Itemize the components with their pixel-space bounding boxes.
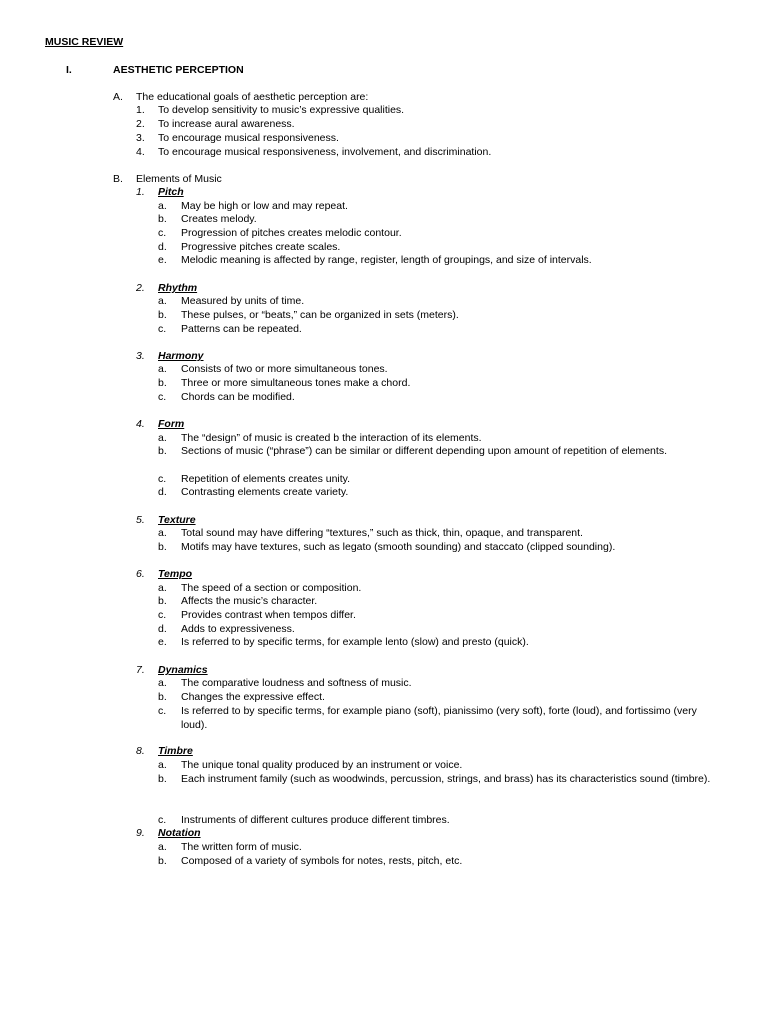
element-number: 2. xyxy=(136,282,145,294)
list-item xyxy=(158,254,726,268)
item-letter: c. xyxy=(158,391,167,403)
list-item xyxy=(158,759,726,773)
item-letter: c. xyxy=(158,814,167,826)
list-item xyxy=(158,609,726,623)
element-name: Rhythm xyxy=(158,282,198,294)
item-text: The unique tonal quality produced by an instrument or voice. xyxy=(181,759,463,771)
item-text: These pulses, or “beats,” can be organized in sets (meters). xyxy=(181,309,459,321)
item-text: The comparative loudness and softness of music. xyxy=(181,677,412,689)
item-letter: b. xyxy=(158,855,167,867)
item-text: Total sound may have differing “textures,” such as thick, thin, opaque, and transparent. xyxy=(181,527,583,539)
item-text: Instruments of different cultures produce different timbres. xyxy=(181,814,450,826)
goal-item xyxy=(136,118,295,132)
list-item xyxy=(158,636,726,650)
goal-number: 1. xyxy=(136,104,145,116)
item-letter: a. xyxy=(158,759,167,771)
item-letter: c. xyxy=(158,705,167,717)
subsection-letter: A. xyxy=(113,91,123,103)
list-item xyxy=(158,309,726,323)
item-text: Three or more simultaneous tones make a chord. xyxy=(181,377,411,389)
section-title: AESTHETIC PERCEPTION xyxy=(113,64,244,76)
item-letter: a. xyxy=(158,527,167,539)
item-text: Measured by units of time. xyxy=(181,295,305,307)
list-item xyxy=(158,323,726,337)
list-item xyxy=(158,213,726,227)
element-name: Tempo xyxy=(158,568,193,580)
element-name: Timbre xyxy=(158,745,193,757)
element-name: Notation xyxy=(158,827,201,839)
item-letter: d. xyxy=(158,623,167,635)
list-item xyxy=(158,295,726,309)
item-letter: b. xyxy=(158,309,167,321)
list-item xyxy=(158,377,726,391)
list-item xyxy=(158,677,726,691)
element-number: 4. xyxy=(136,418,145,430)
item-letter: d. xyxy=(158,241,167,253)
item-letter: d. xyxy=(158,486,167,498)
element-name: Pitch xyxy=(158,186,184,198)
list-item xyxy=(158,391,726,405)
item-text: Progression of pitches creates melodic contour. xyxy=(181,227,402,239)
item-text: Repetition of elements creates unity. xyxy=(181,473,351,485)
list-item xyxy=(158,691,726,705)
item-text: Progressive pitches create scales. xyxy=(181,241,341,253)
document-title: MUSIC REVIEW xyxy=(45,36,124,48)
item-letter: b. xyxy=(158,691,167,703)
element-number: 6. xyxy=(136,568,145,580)
subsection-b-heading xyxy=(113,173,222,187)
element-name: Harmony xyxy=(158,350,204,362)
element-number: 7. xyxy=(136,664,145,676)
item-text: May be high or low and may repeat. xyxy=(181,200,348,212)
item-text: Creates melody. xyxy=(181,213,257,225)
list-item xyxy=(158,527,726,541)
item-letter: a. xyxy=(158,295,167,307)
list-item xyxy=(158,241,726,255)
item-letter: a. xyxy=(158,200,167,212)
list-item xyxy=(158,814,726,828)
item-letter: b. xyxy=(158,445,167,457)
item-text: Patterns can be repeated. xyxy=(181,323,302,335)
element-name: Texture xyxy=(158,514,196,526)
subsection-letter: B. xyxy=(113,173,123,185)
list-item xyxy=(158,473,726,487)
subsection-title: The educational goals of aesthetic perception are: xyxy=(136,91,369,103)
item-text: Chords can be modified. xyxy=(181,391,295,403)
subsection-title: Elements of Music xyxy=(136,173,222,185)
goal-text: To increase aural awareness. xyxy=(158,118,295,130)
item-text: Each instrument family (such as woodwinds, percussion, strings, and brass) has its characteristics sound (timbre). xyxy=(181,773,711,785)
list-item xyxy=(158,855,726,869)
element-number: 1. xyxy=(136,186,145,198)
list-item xyxy=(158,363,726,377)
item-text: Consists of two or more simultaneous tones. xyxy=(181,363,388,375)
item-letter: a. xyxy=(158,582,167,594)
item-text: Adds to expressiveness. xyxy=(181,623,295,635)
item-text: The speed of a section or composition. xyxy=(181,582,362,594)
element-number: 8. xyxy=(136,745,145,757)
list-item xyxy=(158,200,726,214)
goal-number: 3. xyxy=(136,132,145,144)
item-letter: c. xyxy=(158,227,167,239)
goal-text: To encourage musical responsiveness, involvement, and discrimination. xyxy=(158,146,492,158)
element-heading-timbre xyxy=(136,745,193,759)
element-number: 9. xyxy=(136,827,145,839)
item-text: The “design” of music is created b the interaction of its elements. xyxy=(181,432,482,444)
item-letter: e. xyxy=(158,636,167,648)
element-number: 3. xyxy=(136,350,145,362)
item-letter: a. xyxy=(158,432,167,444)
goal-number: 4. xyxy=(136,146,145,158)
item-letter: b. xyxy=(158,773,167,785)
list-item xyxy=(158,432,726,446)
element-heading-pitch xyxy=(136,186,184,200)
item-letter: c. xyxy=(158,323,167,335)
item-text: Motifs may have textures, such as legato (smooth sounding) and staccato (clipped sounding). xyxy=(181,541,616,553)
item-text: Is referred to by specific terms, for example piano (soft), pianissimo (very soft), forte (loud), and fortissimo (very loud). xyxy=(181,705,697,731)
element-heading-form xyxy=(136,418,184,432)
element-heading-dynamics xyxy=(136,664,208,678)
item-text: Is referred to by specific terms, for example lento (slow) and presto (quick). xyxy=(181,636,529,648)
item-letter: b. xyxy=(158,541,167,553)
item-text: Contrasting elements create variety. xyxy=(181,486,349,498)
item-text: The written form of music. xyxy=(181,841,302,853)
subsection-a-heading xyxy=(113,91,368,105)
item-letter: a. xyxy=(158,363,167,375)
list-item xyxy=(158,582,726,596)
element-name: Form xyxy=(158,418,185,430)
item-text: Sections of music (“phrase”) can be similar or different depending upon amount of repetition of elements. xyxy=(181,445,667,457)
element-heading-harmony xyxy=(136,350,204,364)
goal-text: To develop sensitivity to music’s expressive qualities. xyxy=(158,104,405,116)
list-item xyxy=(158,486,726,500)
goal-text: To encourage musical responsiveness. xyxy=(158,132,339,144)
item-letter: c. xyxy=(158,609,167,621)
list-item xyxy=(158,623,726,637)
item-text: Changes the expressive effect. xyxy=(181,691,325,703)
list-item xyxy=(158,445,726,459)
element-heading-rhythm xyxy=(136,282,197,296)
item-text: Melodic meaning is affected by range, register, length of groupings, and size of intervals. xyxy=(181,254,592,266)
item-text: Affects the music’s character. xyxy=(181,595,318,607)
list-item xyxy=(158,773,726,787)
item-letter: b. xyxy=(158,377,167,389)
item-letter: e. xyxy=(158,254,167,266)
item-letter: c. xyxy=(158,473,167,485)
list-item xyxy=(158,841,726,855)
element-heading-notation xyxy=(136,827,201,841)
element-heading-tempo xyxy=(136,568,192,582)
element-name: Dynamics xyxy=(158,664,208,676)
list-item xyxy=(158,595,726,609)
item-letter: a. xyxy=(158,677,167,689)
item-letter: a. xyxy=(158,841,167,853)
goal-item xyxy=(136,104,404,118)
item-letter: b. xyxy=(158,213,167,225)
list-item xyxy=(158,705,726,732)
goal-item xyxy=(136,132,339,146)
element-heading-texture xyxy=(136,514,196,528)
goal-item xyxy=(136,146,491,160)
list-item xyxy=(158,541,726,555)
element-number: 5. xyxy=(136,514,145,526)
item-text: Composed of a variety of symbols for notes, rests, pitch, etc. xyxy=(181,855,463,867)
item-text: Provides contrast when tempos differ. xyxy=(181,609,356,621)
list-item xyxy=(158,227,726,241)
item-letter: b. xyxy=(158,595,167,607)
goal-number: 2. xyxy=(136,118,145,130)
section-number: I. xyxy=(66,64,72,76)
